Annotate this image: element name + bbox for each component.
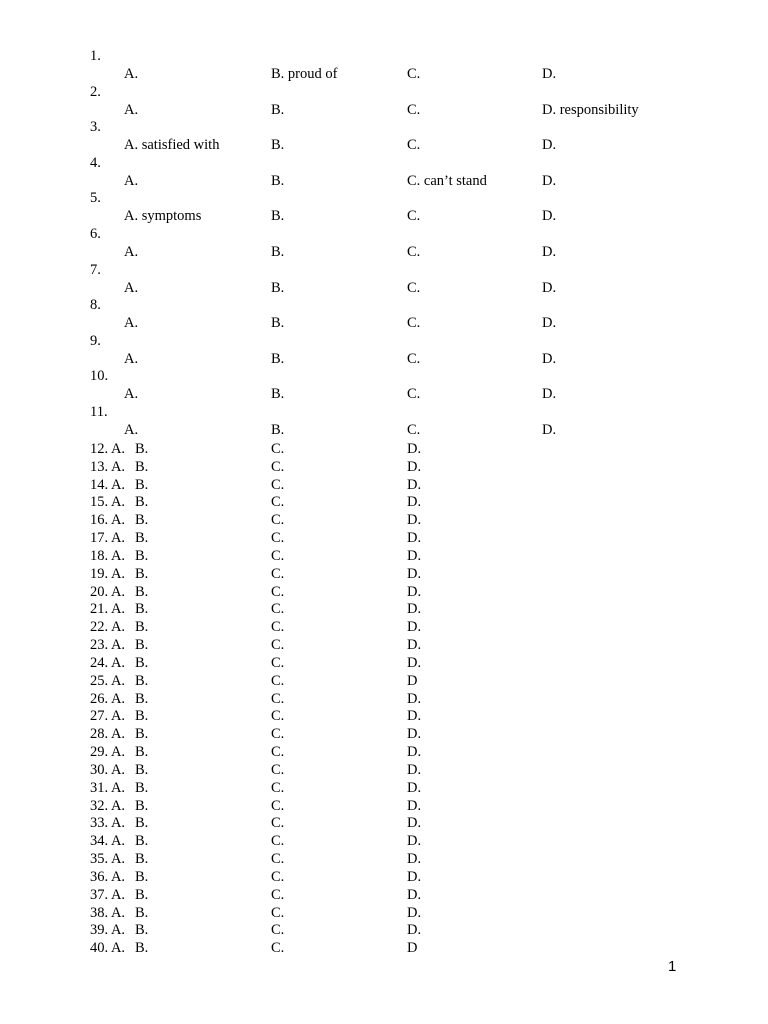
answer-option: D. [542,350,557,367]
answer-option: B. [271,208,285,225]
answer-option: B. [135,922,149,939]
answer-option: C. [271,565,285,582]
question-number-with-option-a: 35. A. [90,851,126,868]
question-number: 11. [90,404,108,420]
answer-option: C. [271,637,285,654]
question-number: 7. [90,261,101,278]
question-number-with-option-a: 36. A. [90,868,126,885]
answer-option: C. [271,458,285,475]
answer-option: C. [271,744,285,761]
answer-option: B. [271,386,285,403]
answer-option: D. [407,744,422,761]
answer-option: D. [407,851,422,868]
question-number-with-option-a: 33. A. [90,815,126,832]
answer-option: B. [135,619,149,636]
answer-option: B. [135,547,149,564]
answer-option: D. [407,458,422,475]
answer-option: C. [407,422,421,438]
answer-option: C. [271,779,285,796]
question-number-with-option-a: 17. A. [90,530,126,547]
answer-option: D. [407,833,422,850]
answer-option: B. [135,726,149,743]
question-number-with-option-a: 40. A. [90,940,126,957]
answer-option: C. [271,886,285,903]
answer-option: B. [135,530,149,547]
answer-option: B. [135,458,149,475]
question-number: 3. [90,119,101,136]
answer-option: C. [271,726,285,743]
question-number-with-option-a: 15. A. [90,494,126,511]
answer-option: B. [135,904,149,921]
answer-option: D [407,940,418,957]
question-number-with-option-a: 38. A. [90,904,126,921]
answer-option: D. [407,601,422,618]
answer-option: A. [124,66,139,82]
answer-option: B. [135,601,149,618]
answer-option: D. [407,761,422,778]
answer-option: B. [135,886,149,903]
answer-option: C. [407,66,421,82]
question-number-with-option-a: 27. A. [90,708,126,725]
answer-option: A. [124,172,139,189]
answer-option: D. [407,868,422,885]
answer-option: C. [407,244,421,260]
answer-option: D. [407,779,422,796]
answer-option: A. [124,422,139,438]
answer-option: A. [124,386,139,403]
answer-option: D. [407,530,422,547]
answer-option: B. [135,637,149,654]
answer-option: B. [135,654,149,671]
answer-option: D. [407,726,422,743]
question-number-with-option-a: 20. A. [90,583,126,600]
question-number-with-option-a: 13. A. [90,458,126,475]
answer-option: C. [271,530,285,547]
answer-option: B. [271,315,285,332]
question-number-with-option-a: 24. A. [90,654,126,671]
answer-option: D. [407,583,422,600]
question-number: 9. [90,332,101,349]
answer-option: C. [271,619,285,636]
answer-option: D. [407,565,422,582]
answer-option: D. [407,815,422,832]
answer-option: C. [271,672,285,689]
answer-option: D. [407,494,422,511]
answer-option: D. [407,512,422,529]
question-number: 8. [90,297,101,314]
question-number-with-option-a: 14. A. [90,476,126,493]
answer-option: C. [407,208,421,225]
question-number: 1. [90,48,101,64]
question-number-with-option-a: 12. A. [90,441,126,457]
answer-option: A. satisfied with [124,137,220,154]
answer-option: B. [271,172,285,189]
answer-option: A. [124,315,139,332]
answer-option: D. [407,708,422,725]
answer-option: C. [271,690,285,707]
answer-option: B. [135,851,149,868]
answer-option: C. [407,386,421,403]
answer-option: B. [135,940,149,957]
answer-option: B. [135,815,149,832]
answer-option: D. [407,547,422,564]
answer-option: B. [135,672,149,689]
answer-option: C. [271,904,285,921]
question-number-with-option-a: 23. A. [90,637,126,654]
question-number-with-option-a: 26. A. [90,690,126,707]
page-number: 1 [668,958,677,975]
answer-option: D. [542,208,557,225]
answer-option: B. [135,512,149,529]
answer-option: B. [135,494,149,511]
answer-option: D [407,672,418,689]
question-number-with-option-a: 34. A. [90,833,126,850]
question-number-with-option-a: 28. A. [90,726,126,743]
answer-option: B. [271,244,285,260]
answer-option: B. [271,350,285,367]
answer-option: D. [407,637,422,654]
question-number-with-option-a: 29. A. [90,744,126,761]
answer-option: C. [271,761,285,778]
answer-option: D. [407,476,422,493]
answer-option: D. [407,619,422,636]
answer-option: C. [271,940,285,957]
answer-option: D. [407,797,422,814]
answer-option: C. [407,101,421,118]
answer-option: C. [271,833,285,850]
answer-option: B. [135,708,149,725]
answer-option: B. [135,476,149,493]
answer-option: D. [407,922,422,939]
answer-option: C. can’t stand [407,172,487,189]
answer-option: A. [124,101,139,118]
answer-option: B. [135,744,149,761]
question-number-with-option-a: 32. A. [90,797,126,814]
answer-option: C. [271,654,285,671]
question-number-with-option-a: 19. A. [90,565,126,582]
answer-option: C. [407,137,421,154]
answer-option: B. [135,868,149,885]
answer-option: B. [271,101,285,118]
answer-option: C. [271,815,285,832]
answer-option: A. symptoms [124,208,202,225]
question-number: 6. [90,226,101,242]
question-number: 5. [90,190,101,207]
question-number-with-option-a: 39. A. [90,922,126,939]
answer-option: D. responsibility [542,101,639,118]
answer-option: D. [542,172,557,189]
question-number-with-option-a: 16. A. [90,512,126,529]
answer-option: C. [407,315,421,332]
answer-option: C. [407,350,421,367]
question-number: 4. [90,154,101,171]
question-number-with-option-a: 37. A. [90,886,126,903]
question-number-with-option-a: 31. A. [90,779,126,796]
answer-option: C. [271,851,285,868]
answer-option: D. [542,315,557,332]
answer-option: C. [271,512,285,529]
answer-option: C. [271,797,285,814]
answer-option: C. [271,601,285,618]
answer-option: A. [124,244,139,260]
answer-option: B. [135,761,149,778]
answer-option: D. [407,441,422,457]
answer-option: D. [542,137,557,154]
answer-option: B. [271,279,285,296]
answer-option: D. [542,244,557,260]
question-number-with-option-a: 22. A. [90,619,126,636]
answer-option: D. [407,904,422,921]
question-number-with-option-a: 30. A. [90,761,126,778]
answer-option: B. [135,797,149,814]
answer-option: B. proud of [271,66,338,82]
answer-option: D. [542,66,557,82]
answer-option: B. [135,583,149,600]
question-number-with-option-a: 18. A. [90,547,126,564]
answer-option: D. [542,279,557,296]
answer-option: C. [271,583,285,600]
answer-option: B. [271,422,285,438]
answer-option: B. [135,441,149,457]
answer-option: C. [271,441,285,457]
answer-option: D. [407,690,422,707]
answer-option: C. [271,708,285,725]
answer-option: B. [135,779,149,796]
answer-option: D. [407,654,422,671]
question-number: 10. [90,368,109,385]
answer-option: D. [407,886,422,903]
answer-option: B. [271,137,285,154]
answer-option: B. [135,565,149,582]
question-number-with-option-a: 25. A. [90,672,126,689]
answer-option: B. [135,690,149,707]
question-number: 2. [90,83,101,100]
answer-option: D. [542,422,557,438]
answer-option: D. [542,386,557,403]
question-number-with-option-a: 21. A. [90,601,126,618]
answer-option: C. [271,868,285,885]
answer-option: C. [271,547,285,564]
answer-option: A. [124,279,139,296]
answer-option: C. [271,922,285,939]
answer-option: C. [271,476,285,493]
answer-option: A. [124,350,139,367]
answer-option: B. [135,833,149,850]
answer-option: C. [271,494,285,511]
answer-option: C. [407,279,421,296]
